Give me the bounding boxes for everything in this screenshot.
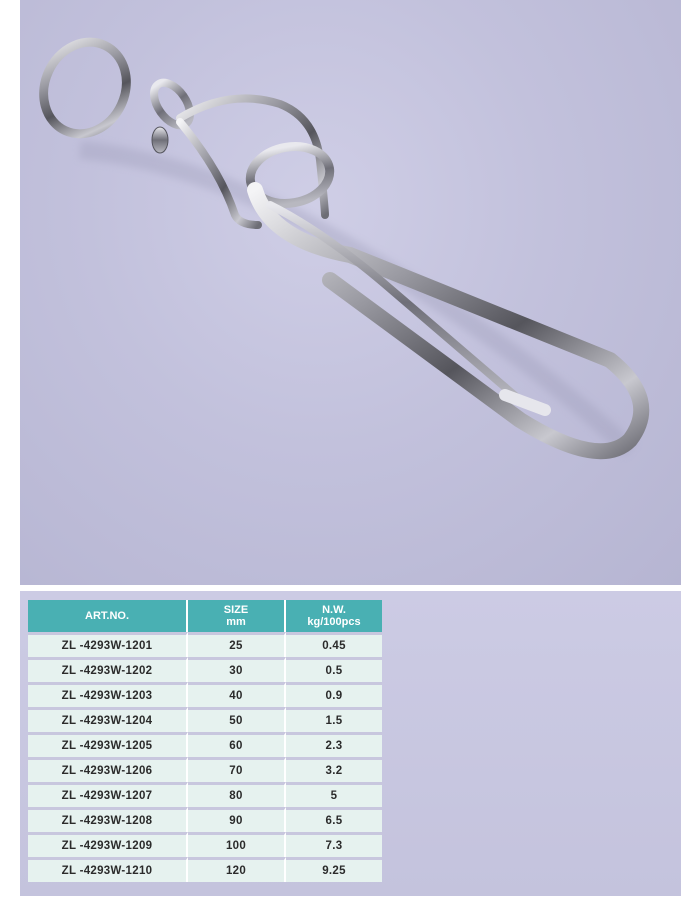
table-header-row [28,600,382,632]
cell-nw: 3.2 [286,757,382,782]
table-row [28,757,382,782]
header-art-no [28,600,188,632]
table-row [28,857,382,882]
cell-art: ZL -4293W-1203 [28,682,188,707]
cell-nw: 0.9 [286,682,382,707]
cell-size: 80 [188,782,286,807]
cell-art: ZL -4293W-1207 [28,782,188,807]
header-size-unit: mm [226,616,246,628]
cell-art: ZL -4293W-1208 [28,807,188,832]
cell-nw: 1.5 [286,707,382,732]
cell-size: 120 [188,857,286,882]
product-photo [20,0,681,585]
table-row [28,657,382,682]
cell-nw: 6.5 [286,807,382,832]
cell-nw: 5 [286,782,382,807]
cell-nw: 0.45 [286,632,382,657]
table-row [28,732,382,757]
spec-table [28,600,382,882]
cell-size: 50 [188,707,286,732]
table-row [28,807,382,832]
cell-art: ZL -4293W-1205 [28,732,188,757]
cell-size: 25 [188,632,286,657]
header-size [188,600,286,632]
cell-art: ZL -4293W-1201 [28,632,188,657]
cell-size: 30 [188,657,286,682]
cell-art: ZL -4293W-1209 [28,832,188,857]
cell-art: ZL -4293W-1206 [28,757,188,782]
header-nw [286,600,382,632]
cell-nw: 9.25 [286,857,382,882]
header-art-no-label: ART.NO. [85,610,129,622]
table-row [28,707,382,732]
cell-size: 100 [188,832,286,857]
table-row [28,832,382,857]
cell-size: 60 [188,732,286,757]
header-nw-label: N.W. [322,604,346,616]
table-row [28,782,382,807]
cell-nw: 2.3 [286,732,382,757]
table-row [28,682,382,707]
header-nw-unit: kg/100pcs [307,616,361,628]
table-row [28,632,382,657]
cell-art: ZL -4293W-1210 [28,857,188,882]
spec-table-panel [20,591,681,896]
cell-size: 40 [188,682,286,707]
header-size-label: SIZE [223,604,249,616]
cell-art: ZL -4293W-1204 [28,707,188,732]
cell-art: ZL -4293W-1202 [28,657,188,682]
cell-nw: 0.5 [286,657,382,682]
cell-size: 90 [188,807,286,832]
cell-size: 70 [188,757,286,782]
cell-nw: 7.3 [286,832,382,857]
metal-snap-hook-icon [20,0,681,585]
